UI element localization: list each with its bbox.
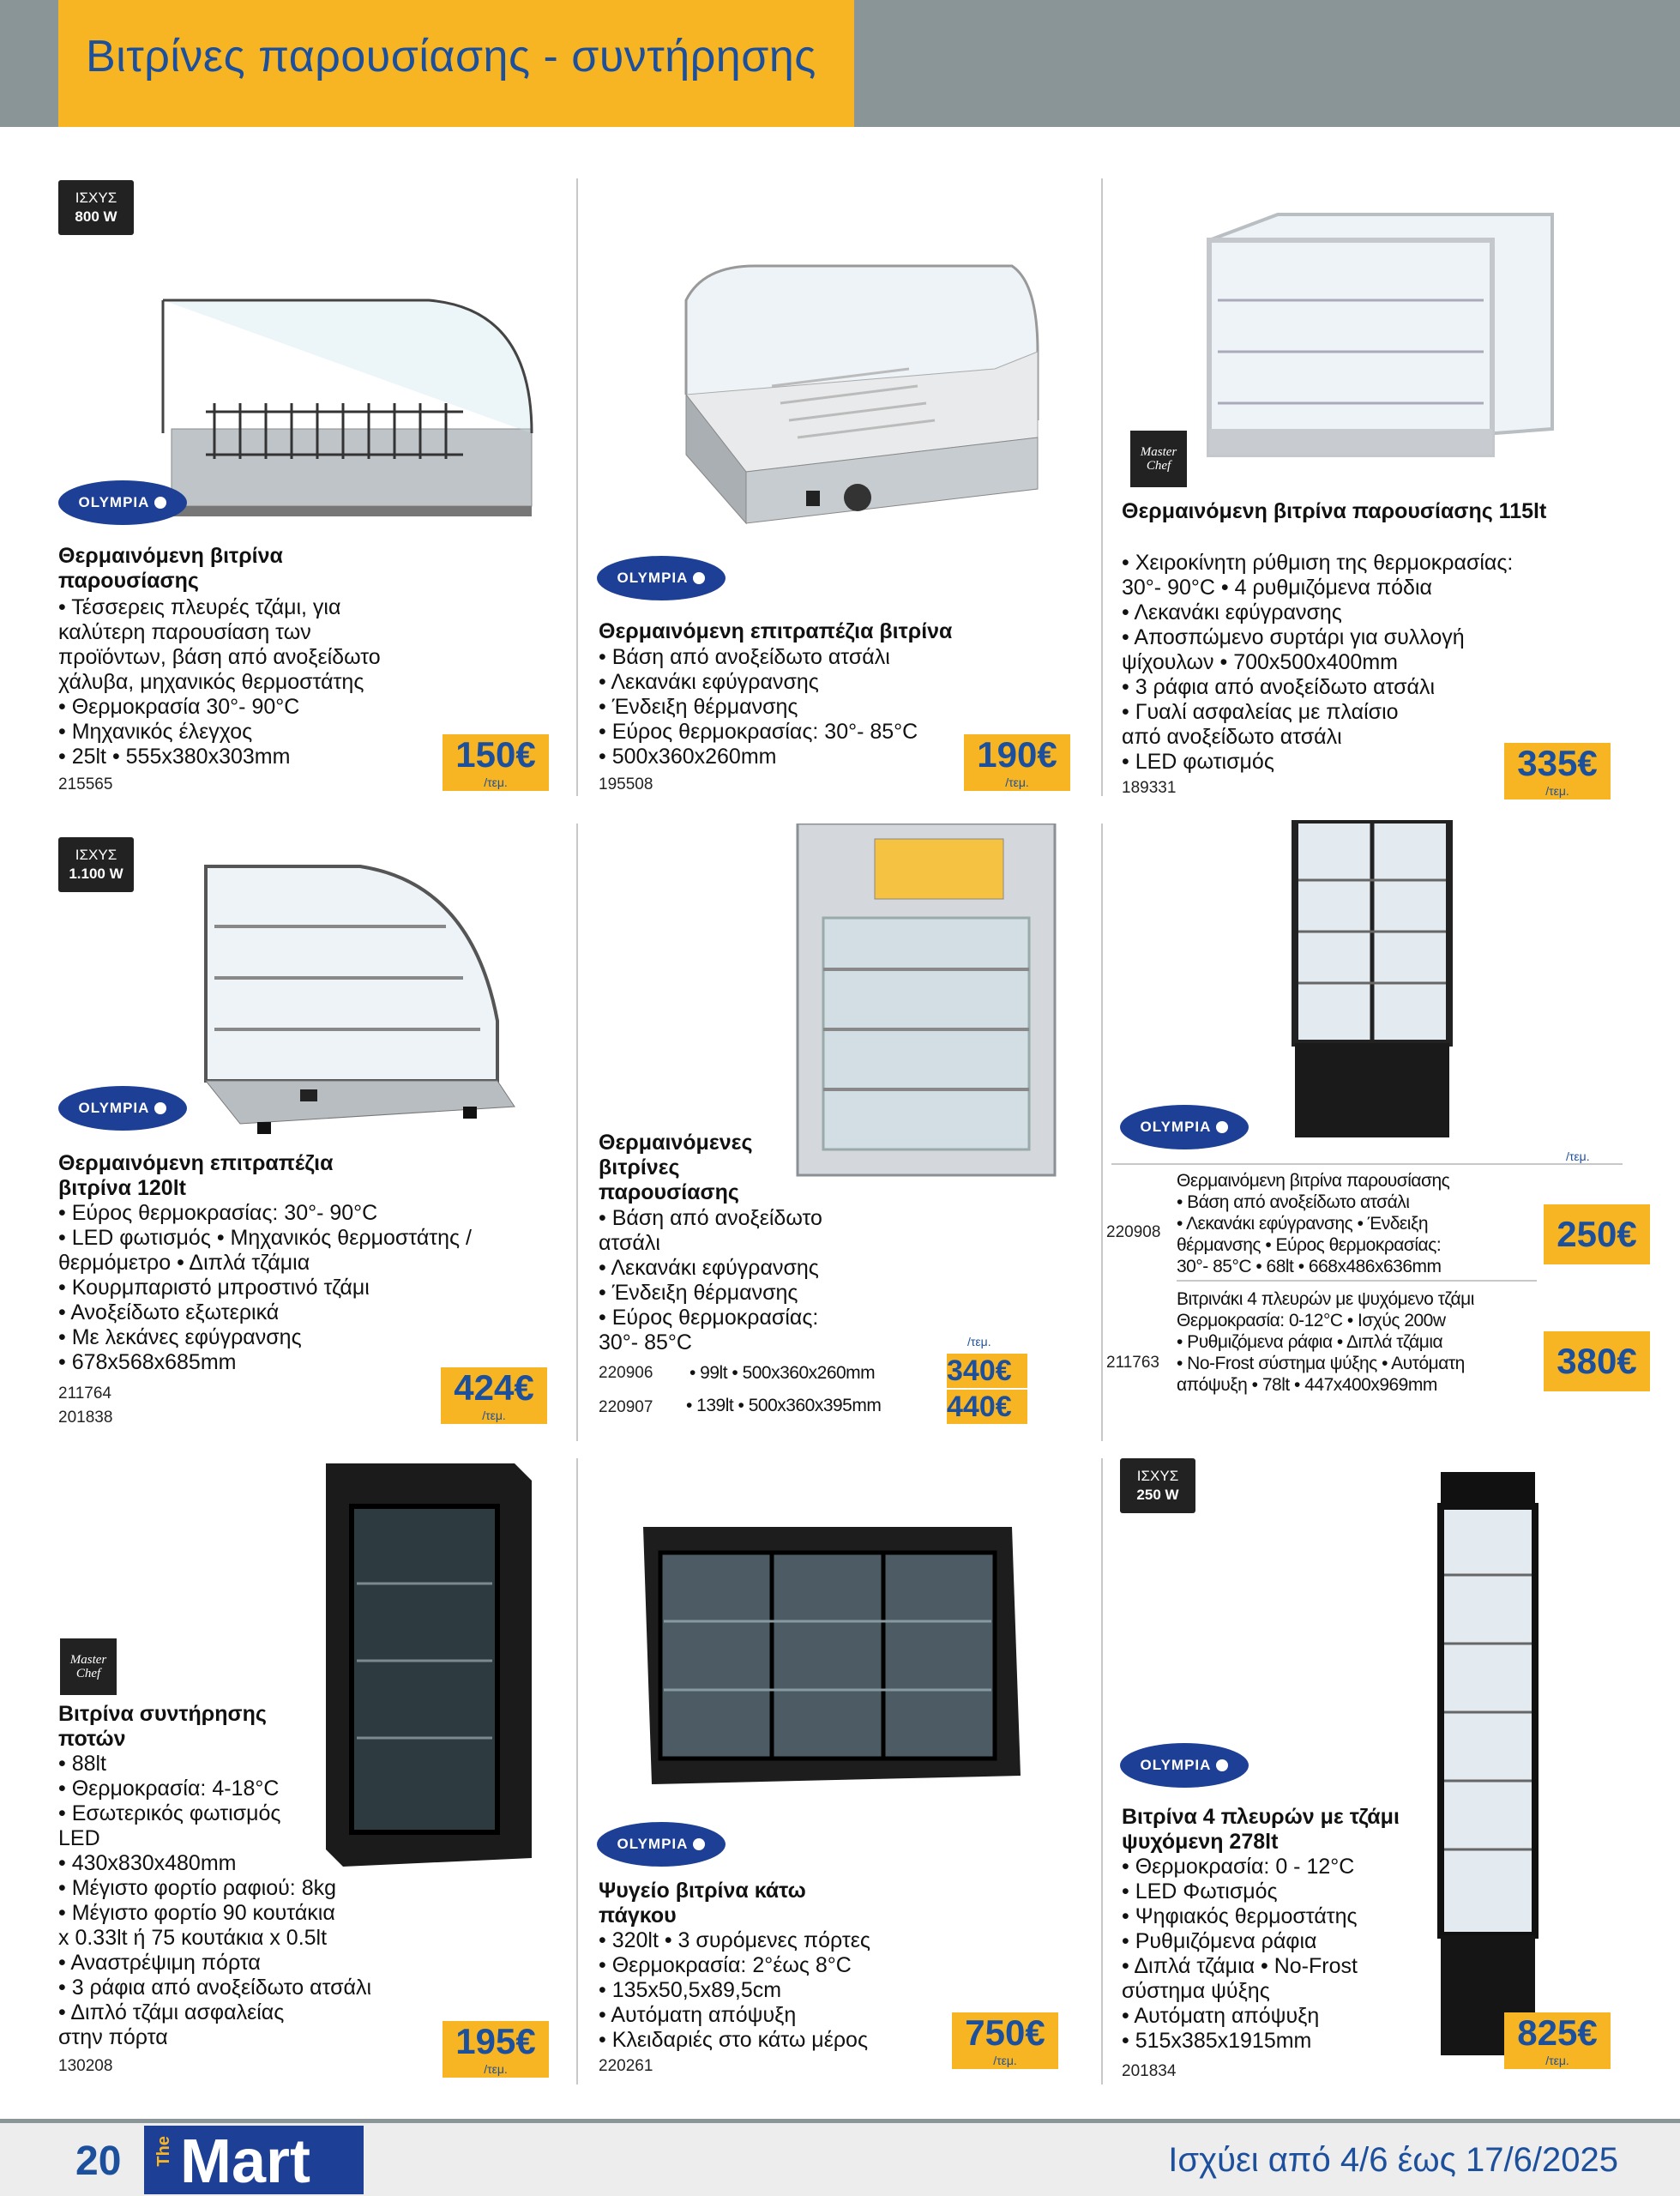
price: 424€	[454, 1367, 534, 1408]
spec-line: • Λεκανάκι εφύγρανσης • Ένδειξη	[1177, 1214, 1429, 1234]
price-box	[964, 734, 1070, 791]
spec-line: • Ρυθμιζόμενα ράφια • Διπλά τζάμια	[1177, 1332, 1443, 1352]
variant-spec: • 99lt • 500x360x260mm	[689, 1363, 876, 1383]
product-title: Θερμαινόμενη επιτραπέζια βιτρίνα 120lt	[58, 1151, 334, 1200]
product-specs	[58, 1752, 487, 2050]
masterchef-logo: Master Chef	[60, 1638, 117, 1695]
olympia-logo	[597, 1822, 726, 1867]
brand-name: OLYMPIA	[1140, 1757, 1212, 1773]
price-unit: /τεμ.	[484, 775, 508, 789]
spec-line: LED	[58, 1826, 100, 1850]
price: 380€	[1557, 1341, 1637, 1381]
power-value: 800 W	[75, 208, 117, 225]
price-box	[1504, 743, 1611, 799]
spec-line: 30°- 85°C	[599, 1330, 692, 1354]
spec-line: • 500x360x260mm	[599, 745, 777, 769]
brand-name: OLYMPIA	[617, 1836, 689, 1852]
spec-line: • Κουρμπαριστό μπροστινό τζάμι	[58, 1276, 370, 1300]
spec-line: • Μηχανικός έλεγχος	[58, 720, 253, 744]
olympia-logo	[597, 556, 726, 600]
spec-line: • Αυτόματη απόψυξη	[599, 2003, 797, 2027]
product-image	[635, 1518, 1029, 1793]
spec-line: • 320lt • 3 συρόμενες πόρτες	[599, 1928, 870, 1952]
masterchef-logo: Master Chef	[1130, 431, 1187, 487]
brand-logo-icon	[693, 572, 705, 584]
spec-line: • Εσωτερικός φωτισμός	[58, 1801, 281, 1825]
price: 335€	[1517, 743, 1598, 783]
spec-line: • Λεκανάκι εφύγρανσης	[1122, 600, 1342, 624]
spec-line: καλύτερη παρουσίαση των	[58, 620, 311, 644]
spec-line: • Αναστρέψιμη πόρτα	[58, 1951, 261, 1975]
column-divider	[576, 178, 578, 796]
spec-line: • Αποσπώμενο συρτάρι για συλλογή	[1122, 625, 1465, 649]
page-title: Βιτρίνες παρουσίασης - συντήρησης	[86, 32, 816, 81]
logo-the: The	[154, 2136, 173, 2167]
spec-line: από ανοξείδωτο ατσάλι	[1122, 725, 1342, 749]
product-code: 211764	[58, 1385, 111, 1403]
spec-line: • Τέσσερεις πλευρές τζάμι, για	[58, 595, 341, 619]
spec-line: x 0.33lt ή 75 κουτάκια x 0.5lt	[58, 1926, 328, 1950]
price-box	[952, 2012, 1058, 2069]
brand-name: OLYMPIA	[78, 494, 150, 510]
spec-line: • LED φωτισμός	[1122, 750, 1274, 774]
price: 825€	[1517, 2012, 1598, 2053]
price-unit: /τεμ.	[1005, 775, 1029, 789]
price: 440€	[947, 1391, 1012, 1423]
spec-line: • Ανοξείδωτο εξωτερικά	[58, 1300, 280, 1324]
spec-line: • Θερμοκρασία: 0 - 12°C	[1122, 1855, 1355, 1879]
spec-line: • Διπλό τζάμι ασφαλείας	[58, 2000, 285, 2024]
spec-line: ψίχουλων • 700x500x400mm	[1122, 650, 1398, 674]
product-specs	[1122, 1855, 1465, 2054]
spec-line: • No-Frost σύστημα ψύξης • Αυτόματη	[1177, 1354, 1465, 1373]
price: 750€	[965, 2012, 1045, 2053]
spec-line: • 3 ράφια από ανοξείδωτο ατσάλι	[1122, 675, 1436, 699]
product-code: 189331	[1122, 779, 1177, 797]
spec-line: Θερμαινόμενη βιτρίνα παρουσίασης	[1177, 1171, 1450, 1191]
spec-line: • 515x385x1915mm	[1122, 2029, 1312, 2053]
product-code: 201834	[1122, 2062, 1177, 2080]
spec-line: • Ένδειξη θέρμανσης	[599, 1281, 798, 1305]
validity-text: Ισχύει από 4/6 έως 17/6/2025	[1168, 2141, 1618, 2179]
product-specs	[1122, 551, 1653, 775]
product-image	[1201, 206, 1561, 463]
price: 340€	[947, 1354, 1012, 1387]
variant-specs	[1177, 1288, 1545, 1396]
spec-line: • 430x830x480mm	[58, 1851, 237, 1875]
spec-line: • LED φωτισμός • Μηχανικός θερμοστάτης /	[58, 1226, 472, 1250]
spec-line: • Βάση από ανοξείδωτο ατσάλι	[1177, 1192, 1410, 1212]
column-divider	[576, 1458, 578, 2084]
variant-spec: • 139lt • 500x360x395mm	[686, 1396, 882, 1415]
spec-line: • Θερμοκρασία 30°- 90°C	[58, 695, 300, 719]
price: 250€	[1557, 1214, 1637, 1254]
spec-line: • Ένδειξη θέρμανσης	[599, 695, 798, 719]
spec-line: 30°- 90°C • 4 ρυθμιζόμενα πόδια	[1122, 576, 1432, 600]
spec-line: στην πόρτα	[58, 2025, 168, 2049]
power-label: ΙΣΧΥΣ	[75, 847, 117, 863]
product-title: Βιτρίνα 4 πλευρών με τζάμι ψυχόμενη 278lt	[1122, 1805, 1400, 1854]
footer-line	[0, 2119, 1680, 2123]
brand-name: OLYMPIA	[617, 570, 689, 586]
spec-line: • Διπλά τζάμια • No-Frost	[1122, 1954, 1358, 1978]
spec-line: • Μέγιστο φορτίο ραφιού: 8kg	[58, 1876, 336, 1900]
price: 195€	[455, 2021, 536, 2061]
spec-line: • LED Φωτισμός	[1122, 1879, 1278, 1903]
price-box	[1544, 1204, 1650, 1264]
spec-line: • Θερμοκρασία: 2°έως 8°C	[599, 1953, 852, 1977]
price-box	[443, 2021, 549, 2078]
brand-logo-icon	[1216, 1121, 1228, 1133]
variant-code: 220908	[1106, 1223, 1161, 1241]
brand-logo-icon	[154, 1102, 166, 1114]
product-specs	[58, 595, 487, 769]
power-badge	[1120, 1458, 1195, 1513]
spec-line: • 678x568x685mm	[58, 1350, 237, 1374]
spec-line: σύστημα ψύξης	[1122, 1979, 1270, 2003]
divider	[1111, 1163, 1623, 1165]
price-unit: /τεμ.	[1566, 1149, 1590, 1163]
price-box	[947, 1354, 1027, 1388]
spec-line: • Κλειδαριές στο κάτω μέρος	[599, 2028, 869, 2052]
brand-logo-icon	[1216, 1759, 1228, 1771]
spec-line: • Θερμοκρασία: 4-18°C	[58, 1777, 280, 1801]
spec-line: 30°- 85°C • 68lt • 668x486x636mm	[1177, 1257, 1442, 1276]
power-badge	[58, 837, 134, 892]
logo-mart: Mart	[180, 2127, 311, 2196]
spec-line: θερμόμετρο • Διπλά τζάμια	[58, 1251, 310, 1275]
product-code: 215565	[58, 775, 113, 793]
product-image	[789, 824, 1063, 1184]
spec-line: • Βάση από ανοξείδωτο	[599, 1206, 822, 1230]
spec-line: • Ψηφιακός θερμοστάτης	[1122, 1904, 1358, 1928]
power-badge	[58, 180, 134, 235]
price-box	[947, 1390, 1027, 1424]
spec-line: • 25lt • 555x380x303mm	[58, 745, 291, 769]
price-box	[441, 1367, 547, 1424]
product-code: 130208	[58, 2057, 113, 2075]
spec-line: • Χειροκίνητη ρύθμιση της θερμοκρασίας:	[1122, 551, 1514, 575]
price-box	[443, 734, 549, 791]
page-number: 20	[75, 2139, 122, 2184]
spec-line: • 135x50,5x89,5cm	[599, 1978, 782, 2002]
power-value: 1.100 W	[69, 866, 123, 882]
spec-line: ατσάλι	[599, 1231, 660, 1255]
spec-line: χάλυβα, μηχανικός θερμοστάτης	[58, 670, 364, 694]
spec-line: • Ρυθμιζόμενα ράφια	[1122, 1929, 1317, 1953]
spec-line: Θερμοκρασία: 0-12°C • Ισχύς 200w	[1177, 1311, 1446, 1330]
price-unit: /τεμ.	[1545, 784, 1569, 798]
spec-line: θέρμανσης • Εύρος θερμοκρασίας:	[1177, 1235, 1442, 1255]
column-divider	[1101, 178, 1103, 796]
variant-code: 211763	[1106, 1354, 1159, 1372]
olympia-logo	[1120, 1105, 1249, 1149]
spec-line: • Βάση από ανοξείδωτο ατσάλι	[599, 645, 890, 669]
price-unit: /τεμ.	[993, 2054, 1017, 2067]
product-image	[146, 249, 549, 532]
brand-name: OLYMPIA	[78, 1100, 150, 1116]
spec-line: προϊόντων, βάση από ανοξείδωτο	[58, 645, 381, 669]
divider	[1177, 1280, 1537, 1282]
spec-line: • 88lt	[58, 1752, 107, 1776]
spec-line: • Εύρος θερμοκρασίας:	[599, 1306, 819, 1330]
power-label: ΙΣΧΥΣ	[1136, 1468, 1179, 1484]
price: 190€	[977, 734, 1057, 775]
product-title: Ψυγείο βιτρίνα κάτω πάγκου	[599, 1879, 806, 1928]
spec-line: απόψυξη • 78lt • 447x400x969mm	[1177, 1375, 1437, 1395]
product-title: Θερμαινόμενη βιτρίνα παρουσίασης 115lt	[1122, 499, 1547, 523]
product-title: Θερμαινόμενη βιτρίνα παρουσίασης	[58, 544, 283, 593]
column-divider	[576, 824, 578, 1441]
spec-line: • 3 ράφια από ανοξείδωτο ατσάλι	[58, 1976, 372, 2000]
spec-line: • Εύρος θερμοκρασίας: 30°- 90°C	[58, 1201, 378, 1225]
variant-specs	[1177, 1170, 1545, 1277]
spec-line: • Εύρος θερμοκρασίας: 30°- 85°C	[599, 720, 918, 744]
power-label: ΙΣΧΥΣ	[75, 190, 117, 206]
spec-line: Βιτρινάκι 4 πλευρών με ψυχόμενο τζάμι	[1177, 1289, 1474, 1309]
product-title: Βιτρίνα συντήρησης ποτών	[58, 1702, 267, 1751]
product-image	[652, 249, 1055, 532]
product-code: 220261	[599, 2057, 653, 2075]
olympia-logo	[1120, 1743, 1249, 1788]
variant-code: 220906	[599, 1364, 653, 1382]
product-image	[1286, 820, 1458, 1146]
spec-line: • Αυτόματη απόψυξη	[1122, 2004, 1320, 2028]
brand-logo-icon	[693, 1838, 705, 1850]
column-divider	[1101, 824, 1103, 1441]
price: 150€	[455, 734, 536, 775]
product-title: Θερμαινόμενη επιτραπέζια βιτρίνα	[599, 619, 953, 643]
price-unit: /τεμ.	[484, 2062, 508, 2076]
spec-line: • Γυαλί ασφαλείας με πλαίσιο	[1122, 700, 1399, 724]
product-code: 195508	[599, 775, 653, 793]
product-code: 201838	[58, 1409, 113, 1427]
spec-line: • Με λεκάνες εφύγρανσης	[58, 1325, 302, 1349]
olympia-logo	[58, 1086, 187, 1131]
column-divider	[1101, 1458, 1103, 2084]
product-title: Θερμαινόμενες βιτρίνες παρουσίασης	[599, 1131, 753, 1204]
spec-line: • Μέγιστο φορτίο 90 κουτάκια	[58, 1901, 335, 1925]
price-box	[1544, 1331, 1650, 1391]
brand-logo-icon	[154, 497, 166, 509]
price-box	[1504, 2012, 1611, 2069]
spec-line: • Λεκανάκι εφύγρανσης	[599, 670, 819, 694]
product-image	[189, 849, 532, 1141]
power-value: 250 W	[1136, 1487, 1179, 1503]
price-unit: /τεμ.	[1545, 2054, 1569, 2067]
product-specs	[58, 1201, 573, 1375]
product-specs	[599, 1206, 907, 1355]
price-unit: /τεμ.	[482, 1409, 506, 1422]
variant-code: 220907	[599, 1398, 653, 1416]
olympia-logo	[58, 480, 187, 525]
spec-line: • Λεκανάκι εφύγρανσης	[599, 1256, 819, 1280]
brand-name: OLYMPIA	[1140, 1119, 1212, 1135]
price-unit: /τεμ.	[967, 1335, 991, 1348]
